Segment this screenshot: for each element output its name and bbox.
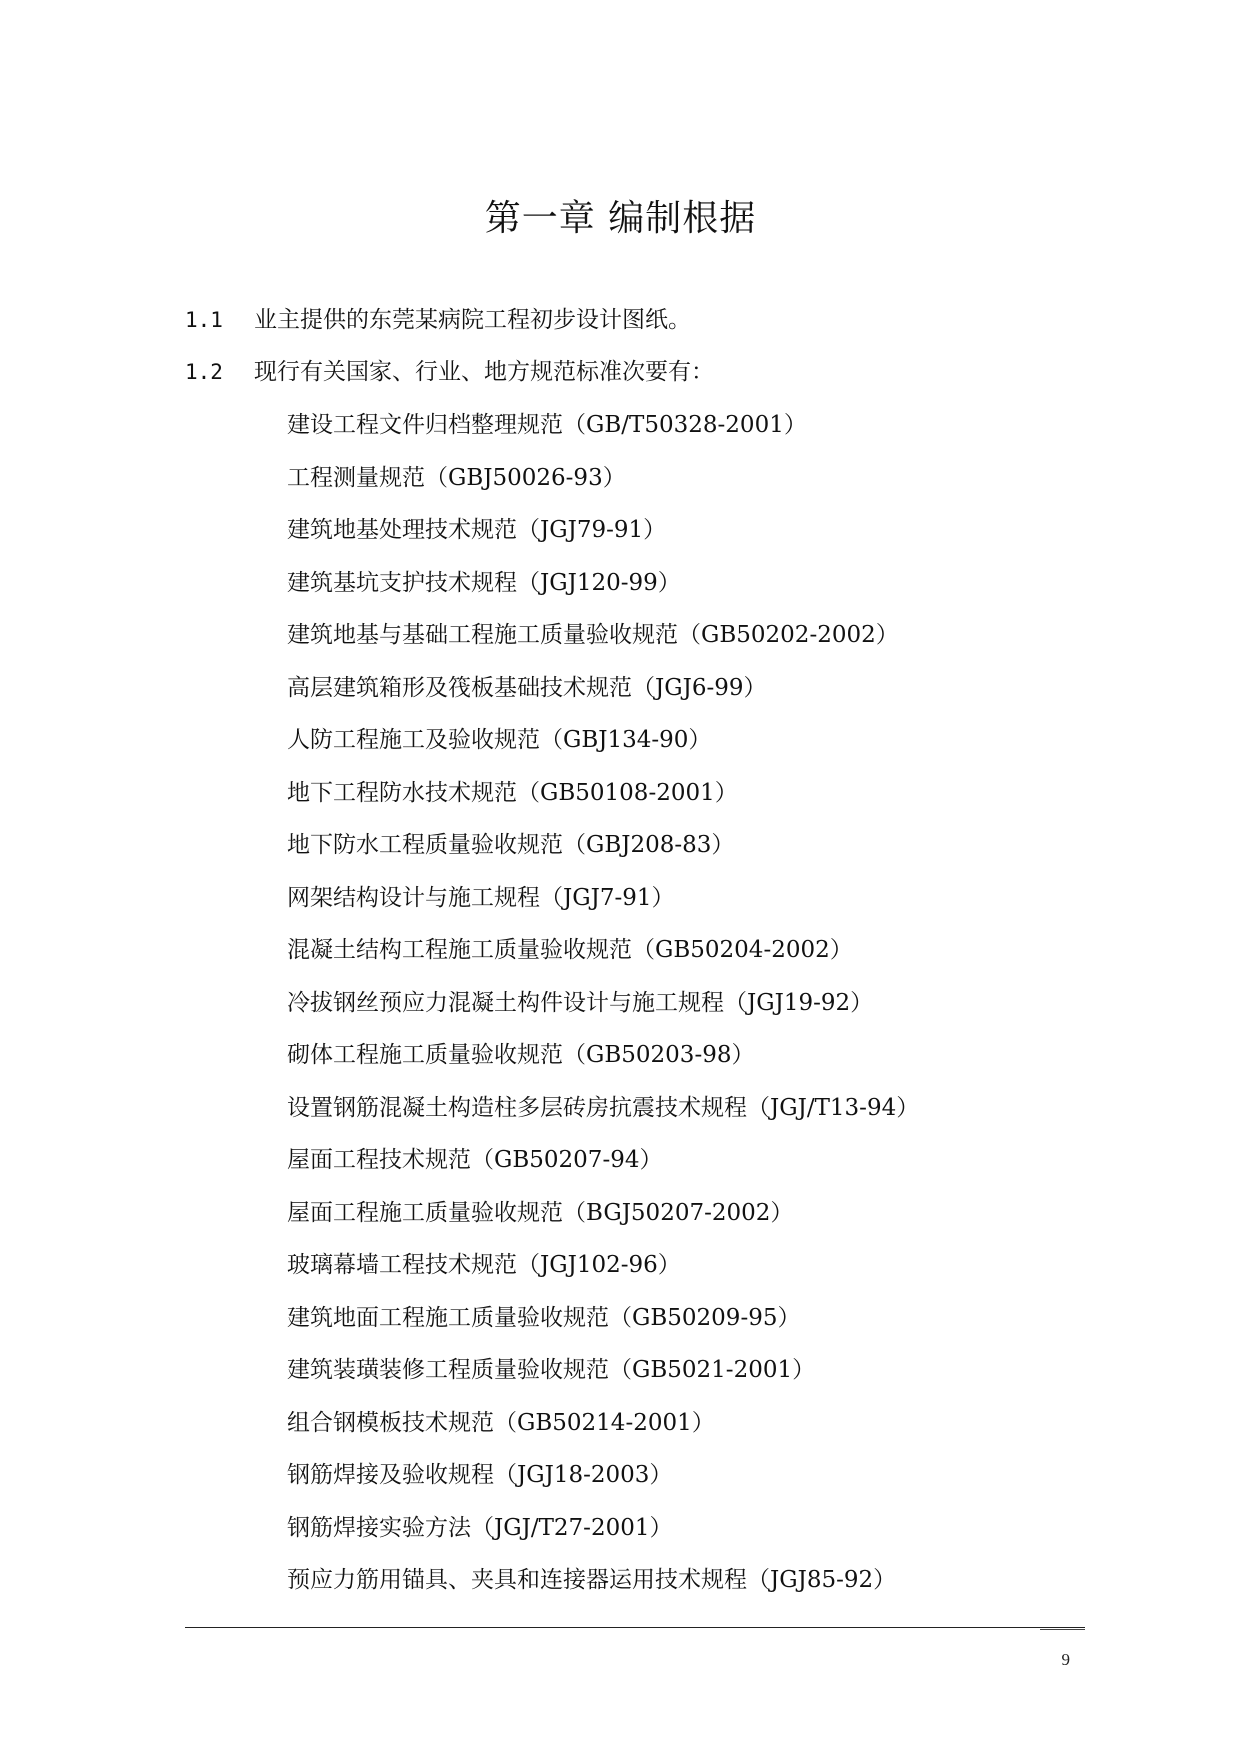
standard-item: 屋面工程技术规范（GB50207-94） bbox=[287, 1147, 663, 1173]
standard-item: 屋面工程施工质量验收规范（BGJ50207-2002） bbox=[287, 1199, 794, 1226]
section-1-1 bbox=[185, 305, 691, 335]
footer-divider bbox=[185, 1627, 1085, 1628]
page-number: 9 bbox=[1061, 1650, 1070, 1669]
standard-item: 混凝土结构工程施工质量验收规范（GB50204-2002） bbox=[287, 937, 853, 963]
standard-item: 建筑地基处理技术规范（JGJ79-91） bbox=[287, 517, 667, 543]
standard-item: 建设工程文件归档整理规范（GB/T50328-2001） bbox=[287, 412, 807, 438]
standard-item: 建筑地基与基础工程施工质量验收规范（GB50202-2002） bbox=[287, 622, 899, 648]
standards-list bbox=[287, 410, 919, 1618]
standard-item: 建筑基坑支护技术规程（JGJ120-99） bbox=[287, 569, 681, 596]
standard-item: 建筑装璜装修工程质量验收规范（GB5021-2001） bbox=[287, 1357, 816, 1383]
standard-item: 人防工程施工及验收规范（GBJ134-90） bbox=[287, 727, 712, 753]
footer-divider-tail bbox=[1040, 1629, 1085, 1630]
section-text: 业主提供的东莞某病院工程初步设计图纸。 bbox=[254, 307, 691, 333]
standard-item: 工程测量规范（GBJ50026-93） bbox=[287, 464, 626, 491]
standard-item: 玻璃幕墙工程技术规范（JGJ102-96） bbox=[287, 1252, 681, 1278]
standard-item: 钢筋焊接及验收规程（JGJ18-2003） bbox=[287, 1462, 673, 1488]
standard-item: 钢筋焊接实验方法（JGJ/T27-2001） bbox=[287, 1514, 673, 1541]
standard-item: 地下工程防水技术规范（GB50108-2001） bbox=[287, 779, 738, 806]
chapter-title: 第一章 编制根据 bbox=[484, 198, 757, 239]
section-text: 现行有关国家、行业、地方规范标准次要有： bbox=[254, 359, 714, 385]
standard-item: 高层建筑箱形及筏板基础技术规范（JGJ6-99） bbox=[287, 674, 767, 701]
section-number: 1.1 bbox=[185, 308, 223, 332]
standard-item: 地下防水工程质量验收规范（GBJ208-83） bbox=[287, 832, 735, 858]
section-number: 1.2 bbox=[185, 360, 223, 384]
standard-item: 设置钢筋混凝土构造柱多层砖房抗震技术规程（JGJ/T13-94） bbox=[287, 1094, 920, 1121]
standard-item: 砌体工程施工质量验收规范（GB50203-98） bbox=[287, 1042, 755, 1068]
standard-item: 组合钢模板技术规范（GB50214-2001） bbox=[287, 1409, 715, 1436]
standard-item: 网架结构设计与施工规程（JGJ7-91） bbox=[287, 884, 675, 911]
standard-item: 冷拔钢丝预应力混凝土构件设计与施工规程（JGJ19-92） bbox=[287, 989, 874, 1016]
section-1-2 bbox=[185, 357, 714, 387]
standard-item: 预应力筋用锚具、夹具和连接器运用技术规程（JGJ85-92） bbox=[287, 1567, 897, 1593]
standard-item: 建筑地面工程施工质量验收规范（GB50209-95） bbox=[287, 1304, 801, 1331]
